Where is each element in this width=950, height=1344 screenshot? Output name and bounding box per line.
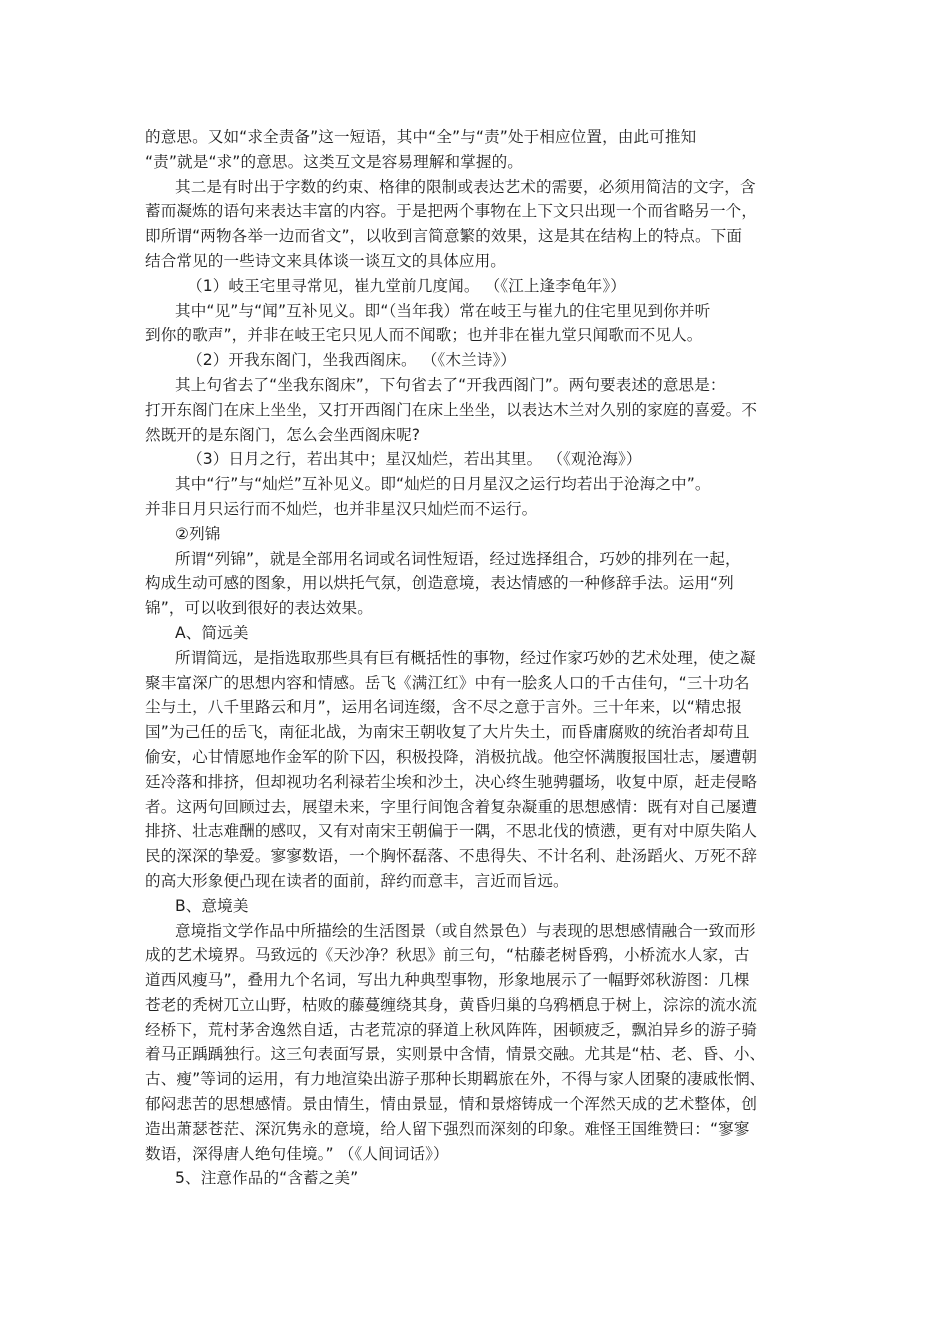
document-body — [145, 125, 805, 1191]
text-line: “责”就是“求”的意思。这类互文是容易理解和掌握的。 — [145, 152, 523, 171]
section-heading: ②列锦 — [175, 524, 221, 543]
section-heading: 5、注意作品的“含蓄之美” — [175, 1169, 359, 1188]
text-line: 蓄而凝炼的语句来表达丰富的内容。于是把两个事物在上下文只出现一个而省略另一个， — [145, 202, 758, 221]
text-line: 道西风瘦马”，叠用九个名词，写出九种典型事物，形象地展示了一幅野郊秋游图：几棵 — [145, 971, 750, 990]
example-heading: （1）岐王宅里寻常见，崔九堂前几度闻。 （《江上逢李龟年》） — [187, 276, 626, 295]
paragraph-start: 其二是有时出于字数的约束、格律的限制或表达艺术的需要，必须用简洁的文字，含 — [175, 177, 756, 196]
text-line: 着马正踽踽独行。这三句表面写景，实则景中含情，情景交融。尤其是“枯、老、昏、小、 — [145, 1045, 766, 1064]
text-line: 尘与土，八千里路云和月”，运用名词连缀，含不尽之意于言外。三十年来，以“精忠报 — [145, 698, 743, 717]
text-line: 并非日月只运行而不灿烂，也并非星汉只灿烂而不运行。 — [145, 499, 538, 518]
paragraph-start: 所谓“列锦”，就是全部用名词或名词性短语，经过选择组合，巧妙的排列在一起， — [175, 549, 741, 568]
text-line: 经桥下，荒村茅舍逸然自适，古老荒凉的驿道上秋风阵阵，困顿疲乏，飘泊异乡的游子骑 — [145, 1020, 758, 1039]
text-line: 然既开的是东阁门，怎么会坐西阁床呢? — [145, 425, 421, 444]
paragraph-start: 意境指文学作品中所描绘的生活图景（或自然景色）与表现的思想感情融合一致而形 — [175, 921, 756, 940]
text-line: 数语，深得唐人绝句佳境。” （《人间词话》） — [145, 1144, 449, 1163]
section-heading: B、意境美 — [175, 896, 249, 915]
text-line: 的意思。又如“求全责备”这一短语，其中“全”与“责”处于相应位置，由此可推知 — [145, 128, 697, 146]
section-heading: A、简远美 — [175, 623, 249, 642]
text-line: 民的深深的挚爱。寥寥数语，一个胸怀磊落、不患得失、不计名利、赴汤蹈火、万死不辞 — [145, 847, 758, 866]
text-line: 的高大形象便凸现在读者的面前，辞约而意丰，言近而旨远。 — [145, 871, 569, 890]
text-line: 构成生动可感的图象，用以烘托气氛，创造意境，表达情感的一种修辞手法。运用“列 — [145, 574, 734, 593]
text-line: 即所谓“两物各举一边而省文”，以收到言简意繁的效果，这是其在结构上的特点。下面 — [145, 227, 743, 246]
text-line: 廷冷落和排挤，但却视功名利禄若尘埃和沙土，决心终生驰骋疆场，收复中原，赶走侵略 — [145, 772, 758, 791]
text-line: 者。这两句回顾过去，展望未来，字里行间饱含着复杂凝重的思想感情：既有对自己屡遭 — [145, 797, 758, 816]
text-line: 古、瘦”等词的运用，有力地渲染出游子那种长期羁旅在外，不得与家人团聚的凄戚怅惘、 — [145, 1070, 766, 1089]
example-heading: （2）开我东阁门，坐我西阁床。 （《木兰诗》） — [187, 351, 517, 370]
text-line: 偷安，心甘情愿地作金军的阶下囚，积极投降，消极抗战。他空怀满腹报国壮志，屡遭朝 — [145, 747, 758, 766]
text-line: 锦”，可以收到很好的表达效果。 — [145, 599, 373, 618]
text-line: 排挤、壮志难酬的感叹，又有对南宋王朝偏于一隅，不思北伐的愤懑，更有对中原失陷人 — [145, 822, 758, 841]
paragraph-start: 其中“见”与“闻”互补见义。即“（当年我）常在岐王与崔九的住宅里见到你并听 — [175, 301, 711, 320]
text-line: 聚丰富深广的思想内容和情感。岳飞《满江红》中有一脍炙人口的千古佳句，“三十功名 — [145, 673, 750, 692]
text-line: 到你的歌声”，并非在岐王宅只见人而不闻歌；也并非在崔九堂只闻歌而不见人。 — [145, 326, 703, 345]
paragraph-start: 其上句省去了“坐我东阁床”，下句省去了“开我西阁门”。两句要表述的意思是： — [175, 375, 726, 394]
text-line: 郁闷悲苦的思想感情。景由情生，情由景显，情和景熔铸成一个浑然天成的艺术整体，创 — [145, 1095, 758, 1114]
text-line: 结合常见的一些诗文来具体谈一谈互文的具体应用。 — [145, 251, 506, 270]
example-heading: （3）日月之行，若出其中；星汉灿烂，若出其里。 （《观沧海》） — [187, 450, 642, 469]
paragraph-start: 所谓简远，是指选取那些具有巨有概括性的事物，经过作家巧妙的艺术处理，使之凝 — [175, 648, 756, 667]
text-line: 成的艺术境界。马致远的《天沙净？秋思》前三句，“枯藤老树昏鸦，小桥流水人家，古 — [145, 946, 750, 965]
paragraph-start: 其中“行”与“灿烂”互补见义。即“灿烂的日月星汉之运行均若出于沧海之中”。 — [175, 475, 711, 494]
text-line: 打开东阁门在床上坐坐，又打开西阁门在床上坐坐，以表达木兰对久别的家庭的喜爱。不 — [145, 400, 758, 419]
text-line: 造出萧瑟苍茫、深沉隽永的意境，给人留下强烈而深刻的印象。难怪王国维赞曰：“寥寥 — [145, 1119, 750, 1138]
text-line: 国”为己任的岳飞，南征北战，为南宋王朝收复了大片失土，而昏庸腐败的统治者却苟且 — [145, 723, 750, 742]
text-line: 苍老的秃树兀立山野，枯败的藤蔓缠绕其身，黄昏归巢的乌鸦栖息于树上，淙淙的流水流 — [145, 995, 758, 1014]
